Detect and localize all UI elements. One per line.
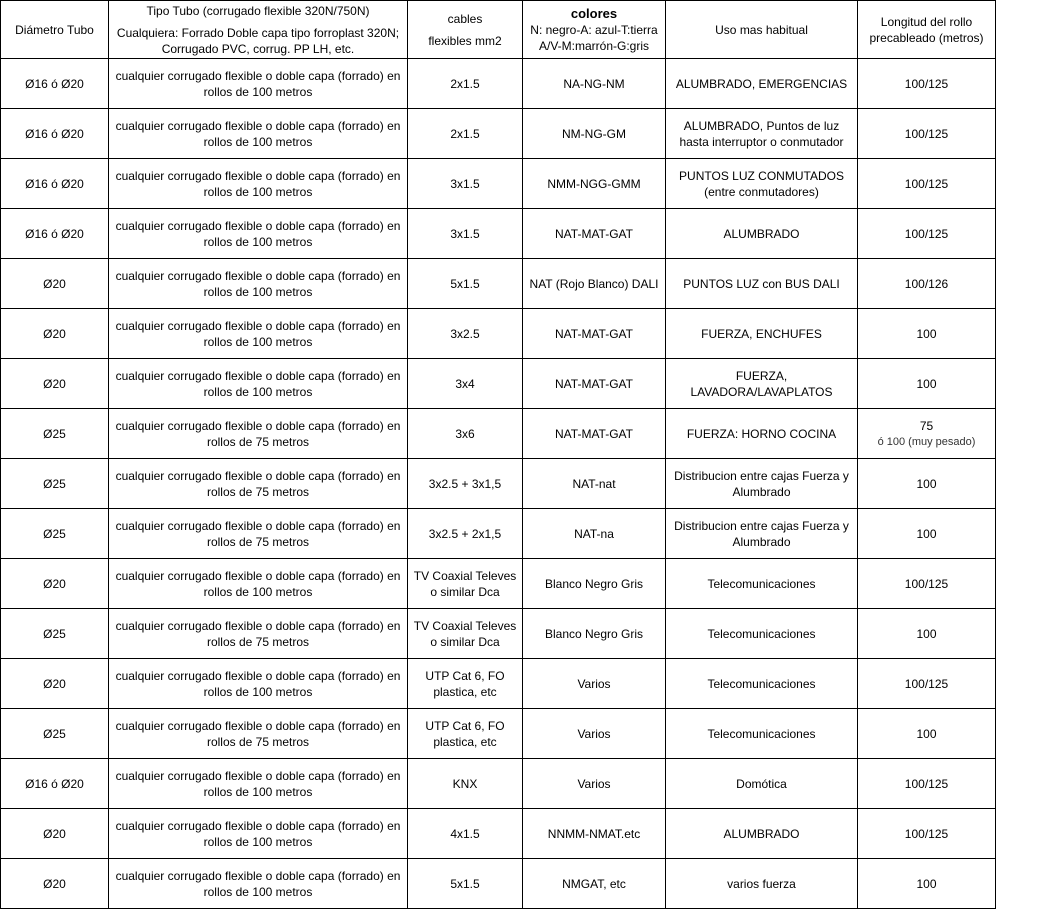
cell-diametro: Ø20: [1, 659, 109, 709]
cell-uso: varios fuerza: [666, 859, 858, 909]
cell-cables: 4x1.5: [408, 809, 523, 859]
cell-diametro: Ø20: [1, 809, 109, 859]
cell-diametro: Ø25: [1, 609, 109, 659]
cell-tipo: cualquier corrugado flexible o doble capa (forrado) en rollos de 100 metros: [109, 859, 408, 909]
table-row: [1, 59, 996, 109]
table-row: [1, 809, 996, 859]
cell-longitud: [858, 209, 996, 259]
cell-tipo: cualquier corrugado flexible o doble capa (forrado) en rollos de 100 metros: [109, 209, 408, 259]
cell-tipo: cualquier corrugado flexible o doble capa (forrado) en rollos de 100 metros: [109, 759, 408, 809]
cell-longitud-value: 100/125: [904, 826, 949, 841]
header-longitud: Longitud del rollo precableado (metros): [858, 1, 996, 59]
header-cables-line2: flexibles mm2: [428, 33, 502, 48]
cell-colores: Blanco Negro Gris: [523, 559, 666, 609]
cell-longitud-value: 100: [916, 326, 937, 341]
cell-tipo: cualquier corrugado flexible o doble capa (forrado) en rollos de 75 metros: [109, 609, 408, 659]
cell-longitud: [858, 759, 996, 809]
cell-longitud-value: 100/126: [904, 276, 949, 291]
cell-tipo: cualquier corrugado flexible o doble capa (forrado) en rollos de 100 metros: [109, 59, 408, 109]
cell-longitud: [858, 359, 996, 409]
cell-longitud: [858, 259, 996, 309]
header-colores: [523, 1, 666, 59]
cell-cables: TV Coaxial Televes o similar Dca: [408, 609, 523, 659]
header-cables-line1: cables: [447, 11, 483, 26]
header-tipo-line2: Cualquiera: Forrado Doble capa tipo forroplast 320N; Corrugado PVC, corrug. PP LH, etc.: [116, 25, 400, 56]
table-row: [1, 109, 996, 159]
cell-colores: NAT-MAT-GAT: [523, 409, 666, 459]
cell-longitud: [858, 109, 996, 159]
cell-uso: Domótica: [666, 759, 858, 809]
cell-tipo: cualquier corrugado flexible o doble capa (forrado) en rollos de 100 metros: [109, 659, 408, 709]
cell-uso: FUERZA, ENCHUFES: [666, 309, 858, 359]
cell-tipo: cualquier corrugado flexible o doble capa (forrado) en rollos de 75 metros: [109, 459, 408, 509]
cell-uso: ALUMBRADO, EMERGENCIAS: [666, 59, 858, 109]
cell-uso: Distribucion entre cajas Fuerza y Alumbrado: [666, 509, 858, 559]
cell-uso: PUNTOS LUZ CONMUTADOS (entre conmutadores): [666, 159, 858, 209]
table-row: [1, 609, 996, 659]
cell-cables: 5x1.5: [408, 859, 523, 909]
cell-longitud-value: 100: [916, 476, 937, 491]
cell-colores: NNMM-NMAT.etc: [523, 809, 666, 859]
cell-diametro: Ø25: [1, 509, 109, 559]
cell-colores: Varios: [523, 759, 666, 809]
cell-uso: FUERZA, LAVADORA/LAVAPLATOS: [666, 359, 858, 409]
cell-colores: NM-NG-GM: [523, 109, 666, 159]
cell-colores: NA-NG-NM: [523, 59, 666, 109]
cell-diametro: Ø20: [1, 859, 109, 909]
cell-tipo: cualquier corrugado flexible o doble capa (forrado) en rollos de 100 metros: [109, 259, 408, 309]
cell-uso: ALUMBRADO: [666, 809, 858, 859]
header-tipo: [109, 1, 408, 59]
cell-colores: NAT-MAT-GAT: [523, 209, 666, 259]
table-body: [1, 59, 996, 909]
cell-colores: Varios: [523, 709, 666, 759]
cell-tipo: cualquier corrugado flexible o doble capa (forrado) en rollos de 100 metros: [109, 559, 408, 609]
cell-colores: NAT-na: [523, 509, 666, 559]
cell-tipo: cualquier corrugado flexible o doble capa (forrado) en rollos de 75 metros: [109, 709, 408, 759]
cell-diametro: Ø16 ó Ø20: [1, 209, 109, 259]
header-cables: [408, 1, 523, 59]
cell-longitud: [858, 459, 996, 509]
header-colores-desc: N: negro-A: azul-T:tierra A/V-M:marrón-G:gris: [530, 22, 658, 53]
cell-longitud-value: 100/125: [904, 76, 949, 91]
cell-longitud: [858, 409, 996, 459]
cell-longitud: [858, 159, 996, 209]
cell-longitud-value: 75: [919, 418, 934, 433]
cell-longitud-value: 100: [916, 876, 937, 891]
table-row: [1, 409, 996, 459]
cell-cables: 5x1.5: [408, 259, 523, 309]
cell-longitud: [858, 859, 996, 909]
cell-colores: Blanco Negro Gris: [523, 609, 666, 659]
cell-longitud-value: 100/125: [904, 576, 949, 591]
table-row: [1, 309, 996, 359]
cell-diametro: Ø25: [1, 409, 109, 459]
cell-tipo: cualquier corrugado flexible o doble capa (forrado) en rollos de 75 metros: [109, 509, 408, 559]
cell-longitud-value: 100/125: [904, 126, 949, 141]
cell-diametro: Ø25: [1, 459, 109, 509]
table-row: [1, 759, 996, 809]
table-row: [1, 859, 996, 909]
cell-cables: 3x1.5: [408, 159, 523, 209]
table-row: [1, 209, 996, 259]
cell-longitud: [858, 809, 996, 859]
table-row: [1, 159, 996, 209]
cell-tipo: cualquier corrugado flexible o doble capa (forrado) en rollos de 75 metros: [109, 409, 408, 459]
cell-diametro: Ø16 ó Ø20: [1, 109, 109, 159]
cell-longitud-value: 100: [916, 376, 937, 391]
cell-longitud-note: ó 100 (muy pesado): [877, 435, 976, 448]
cell-longitud: [858, 309, 996, 359]
table-row: [1, 259, 996, 309]
table-row: [1, 709, 996, 759]
cell-cables: 3x4: [408, 359, 523, 409]
cell-cables: TV Coaxial Televes o similar Dca: [408, 559, 523, 609]
cell-colores: NMGAT, etc: [523, 859, 666, 909]
cell-longitud: [858, 659, 996, 709]
cell-longitud-value: 100/125: [904, 776, 949, 791]
cell-uso: Distribucion entre cajas Fuerza y Alumbrado: [666, 459, 858, 509]
header-diametro: Diámetro Tubo: [1, 1, 109, 59]
cell-diametro: Ø20: [1, 359, 109, 409]
cell-diametro: Ø20: [1, 309, 109, 359]
cell-colores: NAT-MAT-GAT: [523, 309, 666, 359]
cell-tipo: cualquier corrugado flexible o doble capa (forrado) en rollos de 100 metros: [109, 809, 408, 859]
cell-longitud-value: 100/125: [904, 226, 949, 241]
cell-cables: KNX: [408, 759, 523, 809]
header-colores-title: colores: [570, 5, 618, 21]
cell-longitud: [858, 609, 996, 659]
cell-longitud: [858, 509, 996, 559]
cell-uso: Telecomunicaciones: [666, 659, 858, 709]
cell-longitud: [858, 709, 996, 759]
cell-colores: Varios: [523, 659, 666, 709]
table-row: [1, 359, 996, 409]
header-tipo-line1: Tipo Tubo (corrugado flexible 320N/750N): [146, 3, 370, 18]
cell-longitud-value: 100: [916, 726, 937, 741]
cell-longitud: [858, 559, 996, 609]
cell-cables: 3x1.5: [408, 209, 523, 259]
table-row: [1, 559, 996, 609]
cell-tipo: cualquier corrugado flexible o doble capa (forrado) en rollos de 100 metros: [109, 109, 408, 159]
cell-colores: NAT-MAT-GAT: [523, 359, 666, 409]
cell-longitud-value: 100: [916, 526, 937, 541]
header-uso: Uso mas habitual: [666, 1, 858, 59]
cell-cables: UTP Cat 6, FO plastica, etc: [408, 659, 523, 709]
cell-cables: 3x2.5 + 3x1,5: [408, 459, 523, 509]
cell-diametro: Ø16 ó Ø20: [1, 159, 109, 209]
cell-uso: Telecomunicaciones: [666, 709, 858, 759]
cell-cables: 3x2.5 + 2x1,5: [408, 509, 523, 559]
cell-uso: ALUMBRADO: [666, 209, 858, 259]
cell-colores: NAT-nat: [523, 459, 666, 509]
table-row: [1, 459, 996, 509]
cell-uso: PUNTOS LUZ con BUS DALI: [666, 259, 858, 309]
cell-tipo: cualquier corrugado flexible o doble capa (forrado) en rollos de 100 metros: [109, 309, 408, 359]
cell-diametro: Ø16 ó Ø20: [1, 59, 109, 109]
cell-cables: 2x1.5: [408, 59, 523, 109]
table-row: [1, 659, 996, 709]
cell-longitud-value: 100/125: [904, 176, 949, 191]
cell-diametro: Ø20: [1, 259, 109, 309]
cell-colores: NMM-NGG-GMM: [523, 159, 666, 209]
cell-diametro: Ø16 ó Ø20: [1, 759, 109, 809]
cell-diametro: Ø20: [1, 559, 109, 609]
cell-colores: NAT (Rojo Blanco) DALI: [523, 259, 666, 309]
cell-longitud-value: 100: [916, 626, 937, 641]
cell-tipo: cualquier corrugado flexible o doble capa (forrado) en rollos de 100 metros: [109, 159, 408, 209]
cell-uso: FUERZA: HORNO COCINA: [666, 409, 858, 459]
cell-cables: 3x2.5: [408, 309, 523, 359]
cell-cables: 3x6: [408, 409, 523, 459]
cell-longitud-value: 100/125: [904, 676, 949, 691]
cell-uso: ALUMBRADO, Puntos de luz hasta interruptor o conmutador: [666, 109, 858, 159]
cell-longitud: [858, 59, 996, 109]
header-row: [1, 1, 996, 59]
cell-uso: Telecomunicaciones: [666, 559, 858, 609]
cell-cables: 2x1.5: [408, 109, 523, 159]
cell-uso: Telecomunicaciones: [666, 609, 858, 659]
cell-diametro: Ø25: [1, 709, 109, 759]
cell-cables: UTP Cat 6, FO plastica, etc: [408, 709, 523, 759]
cell-tipo: cualquier corrugado flexible o doble capa (forrado) en rollos de 100 metros: [109, 359, 408, 409]
table-row: [1, 509, 996, 559]
